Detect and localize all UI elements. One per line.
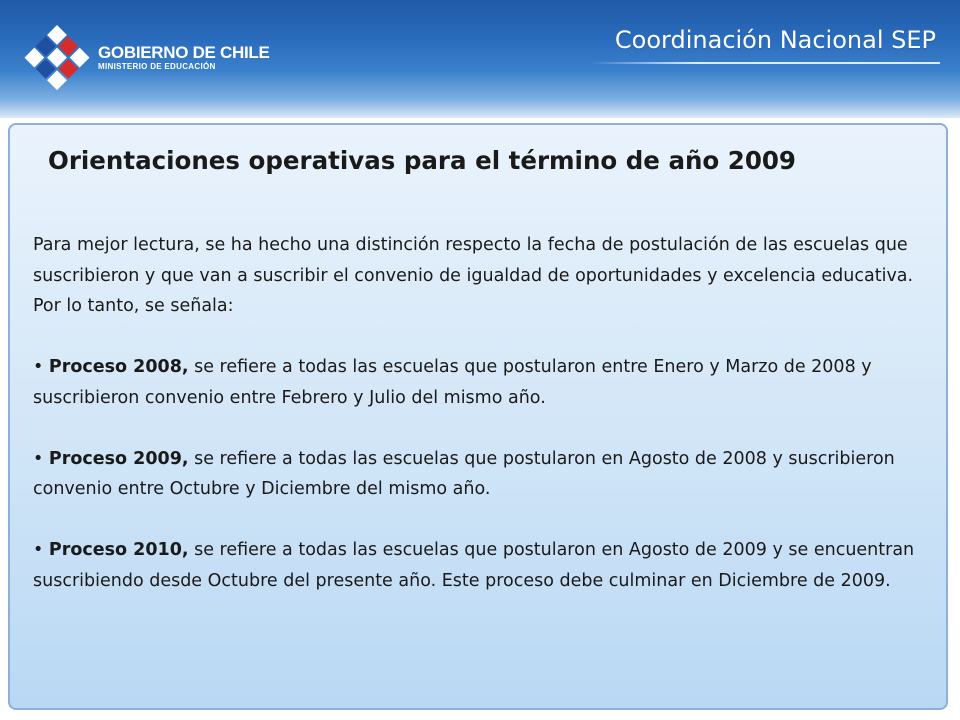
bullet-label: Proceso 2010, — [48, 540, 189, 560]
slide-header — [0, 0, 960, 118]
intro-paragraph: Para mejor lectura, se ha hecho una distinción respecto la fecha de postulación de las escuelas que suscribieron y que van a suscribir el convenio de igualdad de oportunidades y excelencia educativa. Por lo tanto, se señala: — [33, 235, 914, 316]
bullet-marker: • — [33, 357, 44, 377]
slide-title: Orientaciones operativas para el término de año 2009 — [48, 146, 796, 175]
section-title: Coordinación Nacional SEP — [614, 26, 936, 54]
bullet-text: se refiere a todas las escuelas que postularon en Agosto de 2009 y se encuentran suscribiendo desde Octubre del presente año. Este proceso debe culminar en Diciembre de 2009. — [33, 540, 915, 591]
bullet-label: Proceso 2009, — [48, 448, 189, 469]
bullet-item-proceso-2010 — [33, 535, 928, 596]
bullet-item-proceso-2008 — [33, 352, 928, 413]
bullet-marker: • — [33, 540, 44, 560]
header-divider — [590, 62, 940, 64]
slide-body — [33, 230, 928, 627]
logo-subtitle: MINISTERIO DE EDUCACIÓN — [98, 62, 216, 71]
bullet-item-proceso-2009 — [33, 444, 928, 505]
bullet-text: se refiere a todas las escuelas que postularon entre Enero y Marzo de 2008 y suscribieron convenio entre Febrero y Julio del mismo año. — [33, 357, 872, 408]
logo-text — [98, 44, 270, 72]
gobierno-de-chile-logo-icon — [22, 24, 92, 94]
bullet-marker: • — [33, 448, 44, 469]
bullet-text: se refiere a todas las escuelas que postularon en Agosto de 2008 y suscribieron convenio entre Octubre y Diciembre del mismo año. — [33, 448, 895, 499]
bullet-label: Proceso 2008, — [48, 357, 189, 377]
logo-title: GOBIERNO DE CHILE — [98, 43, 270, 62]
